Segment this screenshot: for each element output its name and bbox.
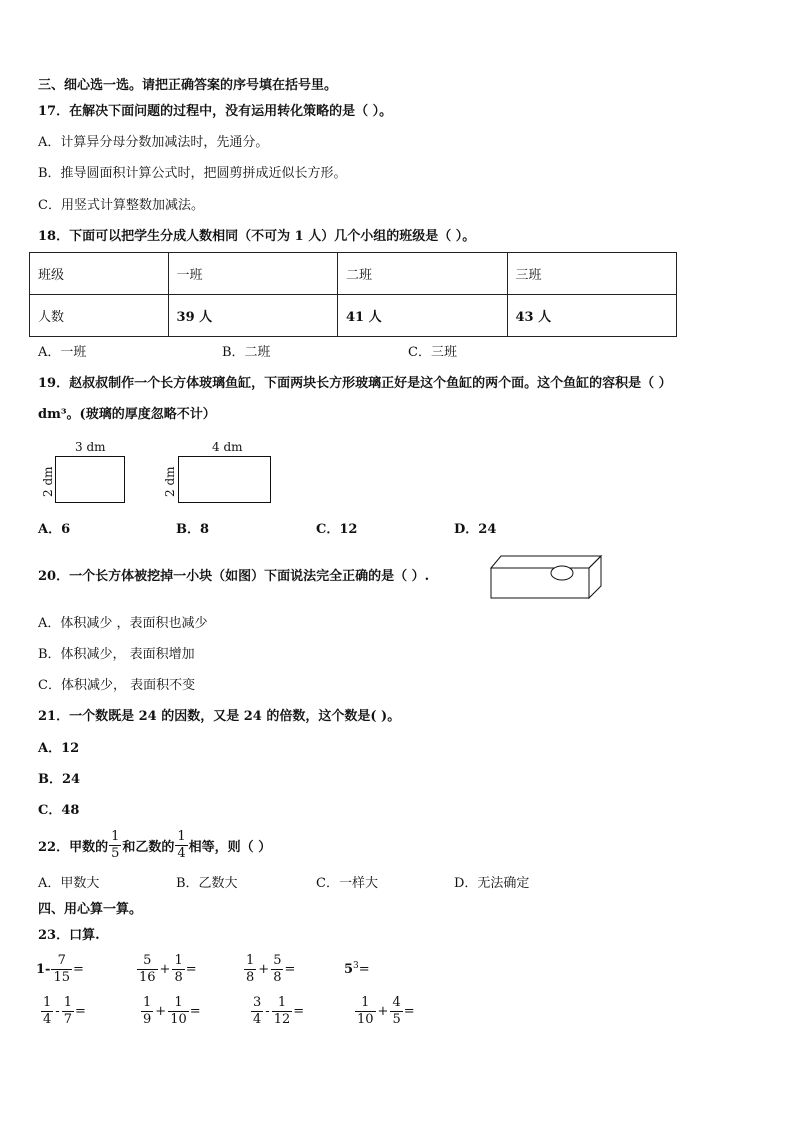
q19-option-a: A．6: [38, 522, 71, 537]
oral-calc-1: [36, 953, 84, 986]
fraction: $\frac{3}{4}$: [253, 995, 262, 1027]
rect2-width-label: 4 dm: [212, 440, 243, 454]
question-20-stem: 20．一个长方体被挖掉一小块（如图）下面说法完全正确的是（ ）.: [38, 569, 430, 584]
rect1-height-label: 2 dm: [41, 466, 55, 497]
glass-rectangle-2: [178, 456, 271, 503]
question-18-stem: 18．下面可以把学生分成人数相同（不可为 1 人）几个小组的班级是（ ）。: [38, 229, 476, 244]
equals-sign: =: [284, 962, 296, 977]
section-4-title: 四、用心算一算。: [38, 902, 143, 917]
table-cell: 人数: [30, 295, 169, 337]
dug-out-hole: [551, 566, 573, 580]
fraction: $\frac{1}{4}$: [43, 995, 52, 1027]
fraction: $\frac{1}{9}$: [143, 995, 152, 1027]
question-19-stem-cont: dm³。(玻璃的厚度忽略不计）: [38, 407, 216, 422]
fraction: $\frac{1}{12}$: [273, 995, 291, 1027]
fraction: $\frac{7}{15}$: [53, 953, 70, 985]
table-cell: 43 人: [507, 295, 677, 337]
operator: +: [155, 1004, 167, 1019]
operator: -: [265, 1004, 270, 1019]
rect1-width-label: 3 dm: [75, 440, 106, 454]
question-19-stem: 19．赵叔叔制作一个长方体玻璃鱼缸，下面两块长方形玻璃正好是这个鱼缸的两个面。这个鱼缸的容积是（ ）: [38, 376, 672, 391]
q17-option-c: C．用竖式计算整数加减法。: [38, 198, 204, 213]
q22-post: 相等，则（ ）: [188, 840, 272, 855]
oral-calc-8: [354, 995, 415, 1028]
expr-text: 5: [344, 962, 354, 977]
q17-option-b: B．推导圆面积计算公式时，把圆剪拼成近似长方形。: [38, 166, 347, 181]
fraction: $\frac{1}{10}$: [357, 995, 374, 1027]
glass-rectangle-1: [55, 456, 125, 503]
table-cell: 三班: [507, 253, 677, 295]
q18-option-b: B．二班: [222, 345, 271, 360]
equals-sign: =: [74, 1004, 86, 1019]
question-17-stem: 17．在解决下面问题的过程中，没有运用转化策略的是（ ）。: [38, 104, 393, 119]
q22-option-b: B．乙数大: [176, 876, 238, 891]
question-21-stem: 21．一个数既是 24 的因数，又是 24 的倍数，这个数是( )。: [38, 709, 401, 724]
rect2-height-label: 2 dm: [163, 466, 177, 497]
equals-sign: =: [403, 1004, 415, 1019]
oral-calc-5: [40, 995, 86, 1028]
table-cell: 二班: [338, 253, 507, 295]
q22-option-d: D．无法确定: [454, 876, 530, 891]
section-3-title: 三、细心选一选。请把正确答案的序号填在括号里。: [38, 78, 338, 93]
q20-option-b: B．体积减少， 表面积增加: [38, 647, 195, 662]
equals-sign: =: [73, 962, 84, 977]
oral-calc-3: [243, 953, 295, 986]
operator: +: [377, 1004, 389, 1019]
equals-sign: =: [293, 1004, 305, 1019]
question-22-stem: [38, 829, 271, 862]
fraction: $\frac{5}{8}$: [273, 953, 282, 985]
question-23-stem: 23．口算.: [38, 928, 100, 943]
q19-option-b: B．8: [176, 522, 210, 537]
q19-option-c: C．12: [316, 522, 358, 537]
q21-option-c: C．48: [38, 803, 80, 818]
q22-option-a: A．甲数大: [38, 876, 100, 891]
q21-option-a: A．12: [38, 741, 80, 756]
fraction: $\frac{1}{8}$: [246, 953, 255, 985]
equals-sign: =: [189, 1004, 201, 1019]
table-cell: 39 人: [168, 295, 337, 337]
q19-option-d: D．24: [454, 522, 497, 537]
table-cell: 41 人: [338, 295, 507, 337]
fraction: $\frac{1}{10}$: [170, 995, 187, 1027]
q17-option-a: A．计算异分母分数加减法时，先通分。: [38, 135, 269, 150]
oral-calc-2: [136, 953, 197, 986]
fraction: $\frac{5}{16}$: [139, 953, 156, 985]
q22-option-c: C．一样大: [316, 876, 378, 891]
q22-mid: 和乙数的: [122, 840, 175, 855]
q22-pre: 22．甲数的: [38, 840, 109, 855]
table-row: [30, 295, 677, 337]
expr-text: 1-: [36, 962, 51, 977]
operator: -: [55, 1004, 60, 1019]
q18-option-a: A．一班: [38, 345, 87, 360]
fraction: $\frac{1}{8}$: [174, 953, 183, 985]
equals-sign: =: [358, 962, 370, 977]
q20-option-a: A．体积减少 ，表面积也减少: [38, 616, 208, 631]
oral-calc-6: [140, 995, 201, 1028]
table-row: [30, 253, 677, 295]
q18-option-c: C．三班: [408, 345, 457, 360]
oral-calc-4: [344, 962, 370, 977]
fraction: $\frac{1}{5}$: [111, 829, 120, 861]
table-cell: 一班: [168, 253, 337, 295]
equals-sign: =: [185, 962, 197, 977]
operator: +: [159, 962, 171, 977]
fraction: $\frac{4}{5}$: [392, 995, 401, 1027]
fraction: $\frac{1}{4}$: [177, 829, 186, 861]
class-table: [29, 252, 677, 337]
operator: +: [258, 962, 270, 977]
oral-calc-7: [250, 995, 304, 1028]
exponent: 3: [353, 960, 359, 971]
fraction: $\frac{1}{7}$: [63, 995, 72, 1027]
table-cell: 班级: [30, 253, 169, 295]
q20-option-c: C．体积减少， 表面积不变: [38, 678, 196, 693]
q21-option-b: B．24: [38, 772, 81, 787]
cuboid-figure: [489, 554, 605, 600]
